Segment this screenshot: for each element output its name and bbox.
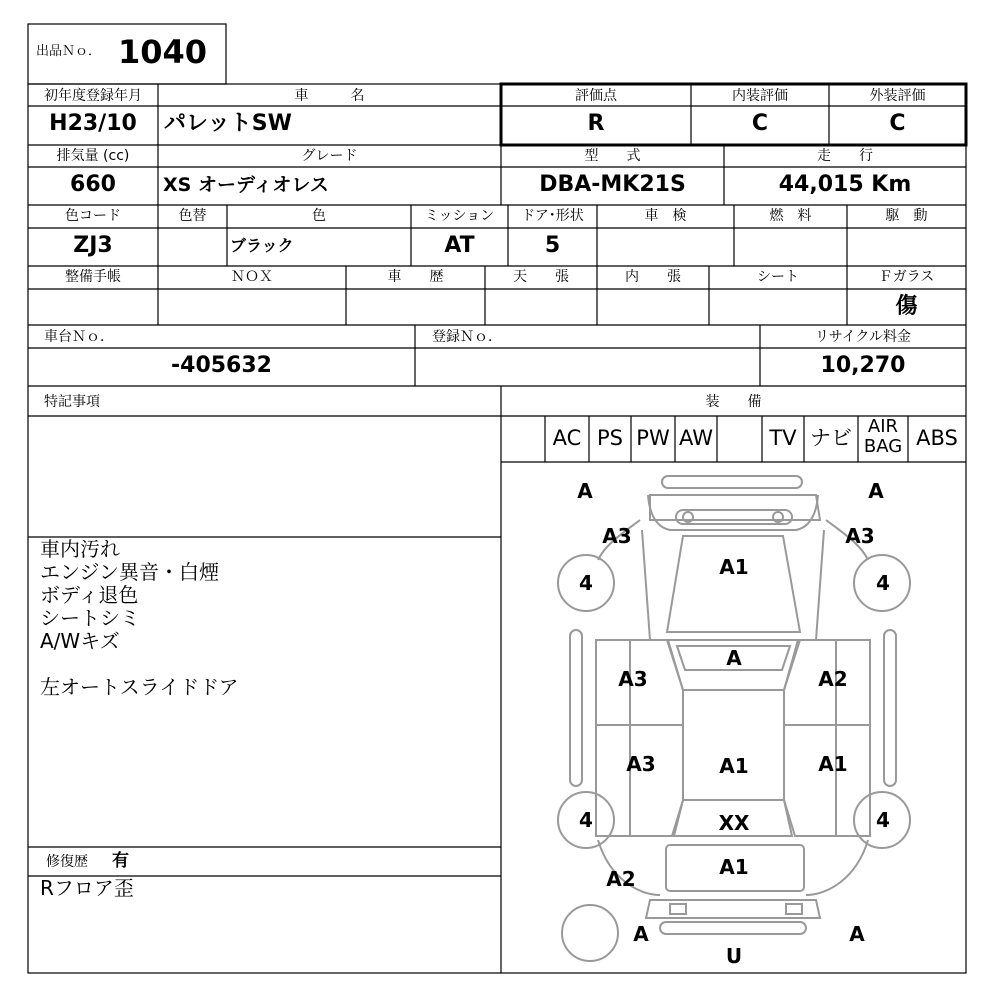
door-label: ドア･形状 xyxy=(521,208,584,224)
mark-roof: A1 xyxy=(719,754,749,778)
exterior-score-value: C xyxy=(889,111,906,136)
color-label: 色 xyxy=(312,208,326,224)
grade-label: グレード xyxy=(301,148,358,164)
displacement-value: 660 xyxy=(70,172,116,197)
note-line: 左オートスライドドア xyxy=(40,675,239,699)
mission-label: ミッション xyxy=(424,208,495,224)
drive-label: 駆 動 xyxy=(885,208,928,224)
mark-windshield: A xyxy=(726,646,742,670)
door-value: 5 xyxy=(544,233,561,258)
vehicle-history-label: 車 歴 xyxy=(387,269,444,285)
lot-number: 1040 xyxy=(118,33,208,71)
nox-label: ＮＯＸ xyxy=(231,269,273,285)
note-line xyxy=(40,653,239,676)
front-glass-label: Ｆガラス xyxy=(878,269,935,285)
displacement-label: 排気量 (cc) xyxy=(56,148,130,164)
color-value: ブラック xyxy=(230,236,294,255)
seat-label: シート xyxy=(757,269,799,285)
model-value: DBA-MK21S xyxy=(539,172,686,197)
score-value: R xyxy=(587,111,605,136)
mark-tailgate: A1 xyxy=(719,855,749,879)
mark-hood: A1 xyxy=(719,555,749,579)
recolor-label: 色替 xyxy=(178,208,207,224)
mark-rear-left-corner: A xyxy=(633,922,649,946)
repair-history-value: 有 xyxy=(112,851,129,871)
equipment-airbag: AIR BAG xyxy=(863,416,903,457)
equipment-ps: PS xyxy=(597,426,623,450)
mark-front-door-left: A3 xyxy=(618,667,648,691)
equipment-abs: ABS xyxy=(916,426,958,450)
ceiling-label: 天 張 xyxy=(513,269,569,285)
chassis-number-value: -405632 xyxy=(171,353,272,378)
registration-year-value: H23/10 xyxy=(49,111,137,136)
interior-trim-label: 内 張 xyxy=(625,269,681,285)
maintenance-book-label: 整備手帳 xyxy=(65,269,121,285)
mark-underbody: U xyxy=(725,944,743,968)
mark-tire-front-right: 4 xyxy=(876,571,890,595)
mark-rear-right-corner: A xyxy=(849,922,865,946)
registration-number-label: 登録Ｎｏ． xyxy=(432,329,502,345)
equipment-aw: AW xyxy=(679,426,713,450)
equipment-tv: TV xyxy=(769,426,797,450)
exterior-score-label: 外装評価 xyxy=(869,88,926,104)
mark-front-right-corner: A xyxy=(868,479,884,503)
mileage-value: 44,015 Km xyxy=(778,172,912,197)
interior-score-label: 内装評価 xyxy=(732,88,788,104)
mark-rear-glass: XX xyxy=(718,811,750,835)
mark-front-door-right: A2 xyxy=(818,667,848,691)
mark-tire-rear-right: 4 xyxy=(876,808,890,832)
recycle-fee-value: 10,270 xyxy=(820,353,906,378)
color-code-label: 色コード xyxy=(65,208,121,224)
mark-fender-right: A3 xyxy=(845,524,875,548)
inspection-label: 車 検 xyxy=(644,208,687,224)
repair-history-label: 修復歴 xyxy=(46,854,88,870)
equipment-pw: PW xyxy=(636,426,670,450)
car-name-value: パレットSW xyxy=(164,111,292,136)
equipment-ac: AC xyxy=(552,426,582,450)
interior-score-value: C xyxy=(751,111,769,136)
registration-year-label: 初年度登録年月 xyxy=(44,88,142,104)
damage-marks xyxy=(577,479,890,968)
mission-value: AT xyxy=(444,233,475,258)
car-name-label: 車 名 xyxy=(294,88,365,104)
mark-front-left-corner: A xyxy=(577,479,593,503)
note-line: 車内汚れ xyxy=(40,537,120,561)
chassis-number-label: 車台Ｎｏ． xyxy=(44,329,114,345)
car-damage-diagram xyxy=(501,462,966,973)
mark-rear-quarter-left: A2 xyxy=(606,867,636,891)
mileage-label: 走 行 xyxy=(817,148,873,164)
color-code-value: ZJ3 xyxy=(73,233,113,258)
note-line: A/Wキズ xyxy=(40,629,120,653)
note-line: シートシミ xyxy=(40,606,140,630)
mark-fender-left: A3 xyxy=(602,524,632,548)
score-label: 評価点 xyxy=(575,88,617,104)
repair-detail: Rフロア歪 xyxy=(40,876,134,900)
front-glass-value: 傷 xyxy=(895,294,918,319)
note-line: ボディ退色 xyxy=(40,583,139,607)
recycle-fee-label: リサイクル料金 xyxy=(814,329,912,345)
mark-tire-rear-left: 4 xyxy=(579,808,593,832)
lot-number-label: 出品Ｎｏ． xyxy=(36,44,102,59)
model-label: 型 式 xyxy=(584,148,641,164)
special-notes-list xyxy=(40,538,239,699)
special-notes-label: 特記事項 xyxy=(44,394,100,410)
grade-value: XS オーディオレス xyxy=(163,174,329,196)
note-line: エンジン異音・白煙 xyxy=(40,560,219,584)
mark-rear-door-left: A3 xyxy=(626,752,656,776)
equipment-navi: ナビ xyxy=(810,426,852,450)
mark-rear-door-right: A1 xyxy=(818,752,848,776)
mark-tire-front-left: 4 xyxy=(579,571,593,595)
fuel-label: 燃 料 xyxy=(769,208,812,224)
equipment-label: 装 備 xyxy=(705,394,762,410)
